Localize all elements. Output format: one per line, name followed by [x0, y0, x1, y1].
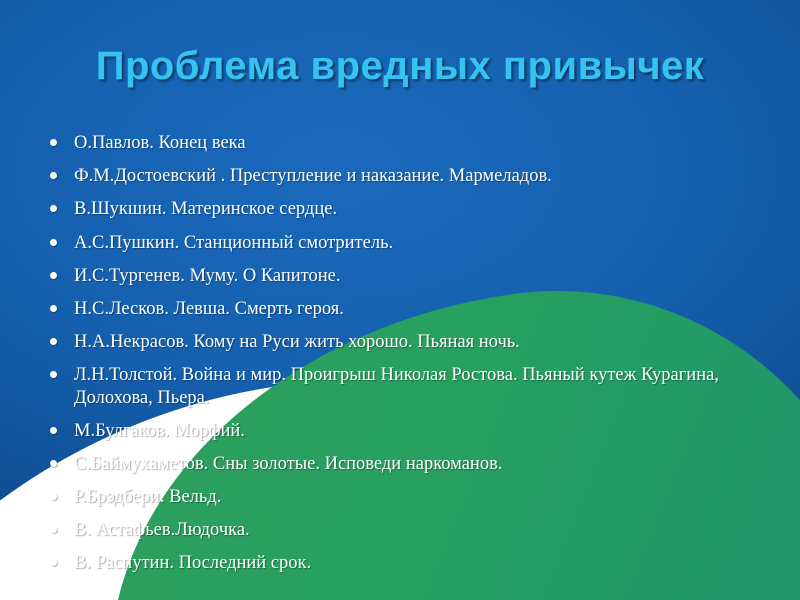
list-item-label: В.Шукшин. Материнское сердце.	[74, 199, 338, 220]
bullet-point-icon	[50, 493, 57, 500]
bullet-point-icon	[50, 427, 57, 434]
list-item-label: В. Распутин. Последний срок.	[74, 553, 312, 574]
list-item	[44, 364, 774, 408]
list-item-label: В. Астафьев.Людочка.	[74, 520, 250, 541]
list-item	[44, 486, 774, 508]
list-item-label: Ф.М.Достоевский . Преступление и наказание. Мармеладов.	[74, 166, 552, 187]
list-item-label: Р.Брэдбери. Вельд.	[74, 487, 222, 508]
list-item	[44, 552, 774, 574]
list-item	[44, 232, 774, 254]
list-item-label: С.Баймухаметов. Сны золотые. Исповеди наркоманов.	[74, 453, 503, 474]
list-item-label: Л.Н.Толстой. Война и мир. Проигрыш Николая Ростова. Пьяный кутеж Курагина, Долохова, Пьера.	[74, 365, 719, 408]
list-item	[44, 298, 774, 320]
bullet-point-icon	[50, 460, 57, 467]
bullet-point-icon	[50, 559, 57, 566]
list-item-label: Н.С.Лесков. Левша. Смерть героя.	[74, 298, 344, 319]
bullet-point-icon	[50, 239, 57, 246]
list-item	[44, 265, 774, 287]
list-item	[44, 331, 774, 353]
list-item-label: И.С.Тургенев. Муму. О Капитоне.	[74, 265, 341, 286]
bullet-point-icon	[50, 526, 57, 533]
list-item-label: М.Булгаков. Морфий.	[74, 420, 245, 441]
bullet-point-icon	[50, 272, 57, 279]
list-item-label: Н.А.Некрасов. Кому на Руси жить хорошо. Пьяная ночь.	[74, 332, 520, 353]
list-item	[44, 198, 774, 220]
list-item	[44, 132, 774, 154]
bullet-point-icon	[50, 205, 57, 212]
list-item-label: О.Павлов. Конец века	[74, 133, 246, 153]
list-item-label: А.С.Пушкин. Станционный смотритель.	[74, 232, 394, 253]
bullet-point-icon	[50, 338, 57, 345]
list-item	[44, 420, 774, 442]
list-item	[44, 519, 774, 541]
bullet-point-icon	[50, 172, 57, 179]
list-item	[44, 453, 774, 475]
page-title: Проблема вредных привычек	[95, 44, 705, 88]
bullet-point-icon	[50, 305, 57, 312]
bullet-point-icon	[50, 371, 57, 378]
bullet-list	[44, 132, 774, 586]
list-item	[44, 165, 774, 187]
bullet-point-icon	[50, 139, 57, 146]
